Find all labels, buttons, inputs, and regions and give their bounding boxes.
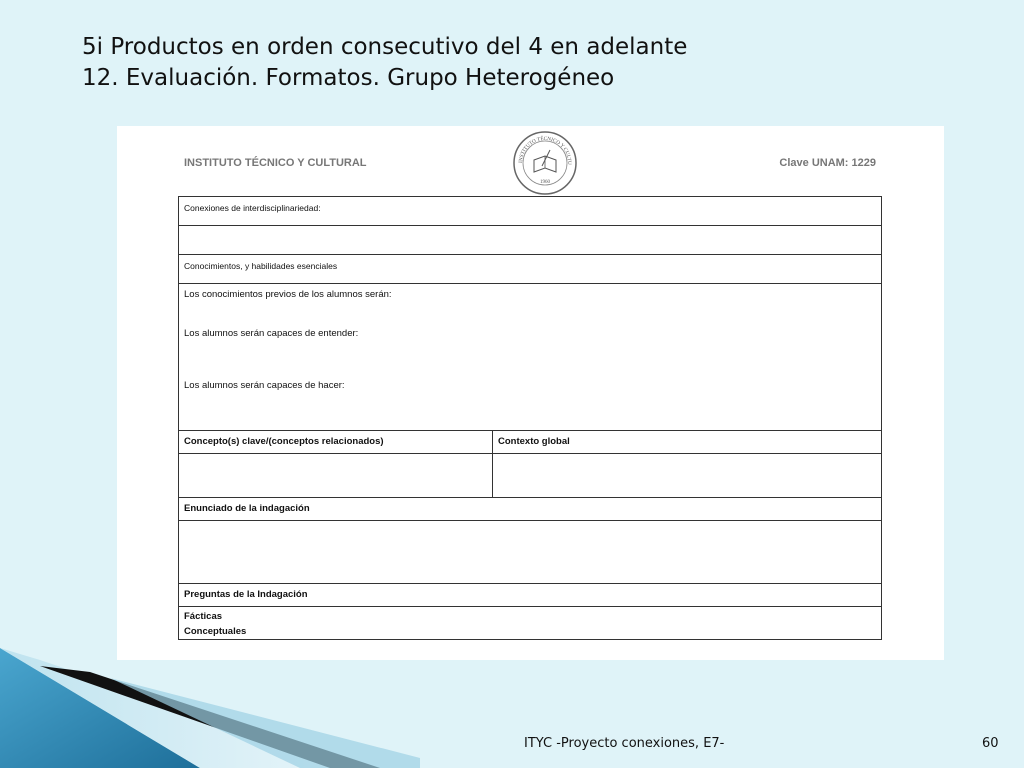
form-row-enunciado (179, 498, 881, 521)
label-facticas: Fácticas (184, 611, 223, 622)
slide-title (82, 32, 687, 94)
seal-text: INSTITUTO TÉCNICO Y CULTU (517, 135, 573, 165)
title-line-1: 5i Productos en orden consecutivo del 4 en adelante (82, 34, 688, 60)
form-row-conocimientos (179, 255, 881, 284)
institution-seal (512, 130, 578, 196)
planning-form (178, 196, 882, 640)
institution-name: INSTITUTO TÉCNICO Y CULTURAL (184, 157, 367, 169)
seal-year: 1960 (540, 180, 550, 185)
form-row-empty-1 (179, 226, 881, 255)
document-image (117, 126, 944, 660)
label-preguntas: Preguntas de la Indagación (184, 589, 308, 600)
label-conocimientos: Conocimientos, y habilidades esenciales (184, 261, 338, 271)
label-previos: Los conocimientos previos de los alumnos serán: (184, 289, 392, 300)
document-header (117, 126, 944, 196)
label-entender: Los alumnos serán capaces de entender: (184, 328, 359, 339)
label-concepto: Concepto(s) clave/(conceptos relacionados) (184, 436, 384, 447)
label-conexiones: Conexiones de interdisciplinariedad: (184, 203, 321, 213)
form-row-preguntas (179, 584, 881, 607)
label-conceptuales: Conceptuales (184, 626, 247, 637)
form-row-concepto-body (179, 454, 881, 498)
form-row-tipos (179, 607, 881, 640)
page-number: 60 (982, 736, 999, 751)
footer-text: ITYC -Proyecto conexiones, E7- (524, 736, 725, 751)
clave-unam: Clave UNAM: 1229 (779, 157, 876, 169)
column-divider (492, 431, 493, 453)
label-hacer: Los alumnos serán capaces de hacer: (184, 380, 345, 391)
form-row-conexiones (179, 197, 881, 226)
corner-decoration (0, 640, 470, 768)
label-contexto: Contexto global (498, 436, 570, 447)
form-row-aprendizajes (179, 284, 881, 431)
label-enunciado: Enunciado de la indagación (184, 503, 310, 514)
form-row-empty-2 (179, 521, 881, 584)
column-divider (492, 454, 493, 497)
form-row-concepto-header (179, 431, 881, 454)
title-line-2: 12. Evaluación. Formatos. Grupo Heterogéneo (82, 65, 615, 91)
